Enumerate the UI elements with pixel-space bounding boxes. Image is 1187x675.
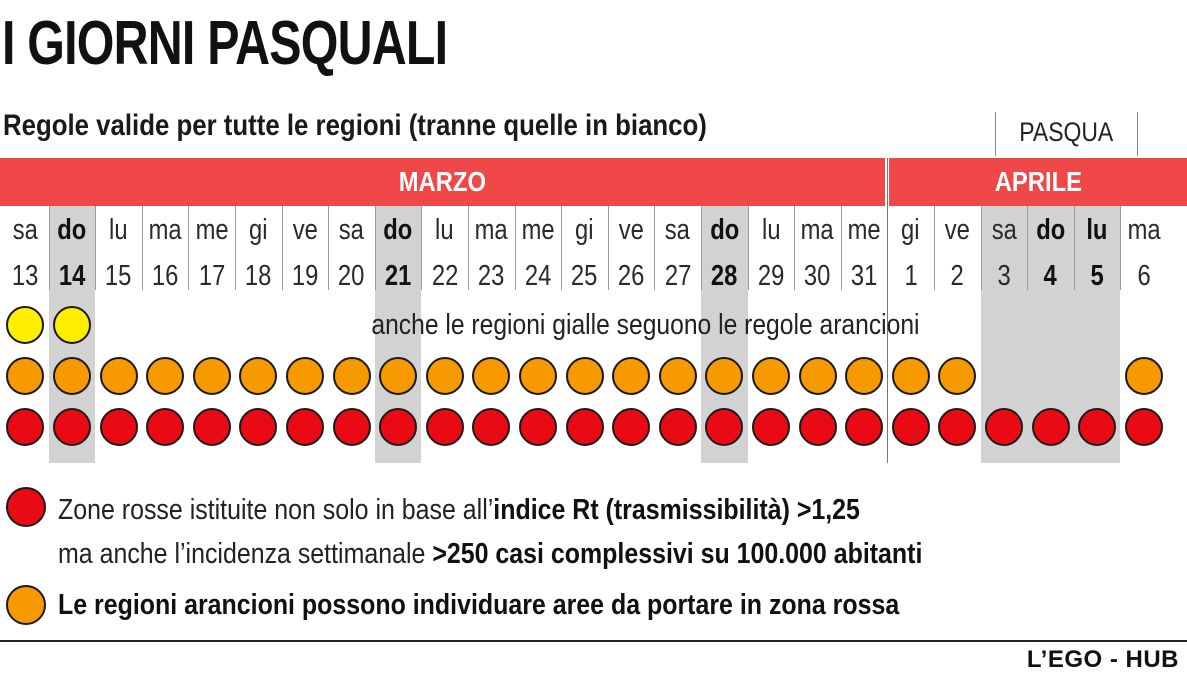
weekday-label — [887, 212, 934, 248]
orange-zone-dot — [1125, 357, 1163, 395]
day-number — [794, 258, 841, 294]
weekday-text: ve — [618, 214, 644, 246]
weekday-text: do — [709, 214, 739, 246]
day-number-text: 3 — [997, 260, 1011, 292]
day-number — [701, 258, 748, 294]
red-zone-dot — [53, 408, 91, 446]
red-zone-dot — [752, 408, 790, 446]
orange-zone-dot — [566, 357, 604, 395]
month-bar-marzo — [0, 158, 885, 206]
weekday-label — [1027, 212, 1074, 248]
red-zone-dot — [100, 408, 138, 446]
red-zone-dot — [333, 408, 371, 446]
yellow-regions-note — [300, 305, 990, 345]
orange-zone-dot — [6, 357, 44, 395]
red-zone-dot — [566, 408, 604, 446]
weekday-text: ve — [944, 214, 970, 246]
day-number — [608, 258, 655, 294]
weekday-text: lu — [435, 214, 454, 246]
weekday-text: sa — [12, 214, 38, 246]
weekday-text: gi — [901, 214, 920, 246]
red-zone-dot — [1078, 408, 1116, 446]
day-number-text: 22 — [431, 260, 458, 292]
weekday-text: ma — [1127, 214, 1161, 246]
weekday-label — [515, 212, 562, 248]
weekday-text: sa — [338, 214, 365, 246]
weekday-text: lu — [1086, 214, 1108, 246]
red-zone-dot — [379, 408, 417, 446]
weekday-text: ma — [148, 214, 182, 246]
day-number — [887, 258, 934, 294]
day-number-text: 26 — [617, 260, 645, 292]
day-number — [841, 258, 888, 294]
weekday-text: me — [847, 214, 881, 246]
red-zone-dot — [659, 408, 697, 446]
weekday-label — [1074, 212, 1121, 248]
weekday-label — [421, 212, 468, 248]
weekday-text: do — [383, 214, 413, 246]
day-number-text: 17 — [198, 260, 225, 292]
orange-zone-dot — [286, 357, 324, 395]
legend-red-line-2 — [58, 534, 922, 574]
day-number — [2, 258, 49, 294]
day-number-text: 30 — [804, 260, 831, 292]
day-number — [328, 258, 375, 294]
orange-zone-dot — [53, 357, 91, 395]
weekday-text: do — [1035, 214, 1066, 246]
weekday-label — [235, 212, 282, 248]
weekday-label — [794, 212, 841, 248]
day-number-text: 19 — [291, 260, 319, 292]
orange-zone-dot — [193, 357, 231, 395]
day-number — [748, 258, 795, 294]
day-number-text: 24 — [524, 260, 552, 292]
day-number — [561, 258, 608, 294]
orange-zone-dot — [799, 357, 837, 395]
day-number — [142, 258, 189, 294]
legend-orange-text: Le regioni arancioni possono individuare aree da portare in zona rossa — [58, 589, 900, 621]
weekday-text: ve — [292, 214, 318, 246]
legend-red-line-2-text: ma anche l’incidenza settimanale — [58, 538, 433, 570]
page-title: I GIORNI PASQUALI — [2, 9, 448, 78]
credit: L’EGO - HUB — [1026, 646, 1179, 673]
legend-red-line-1-bold: indice Rt (trasmissibilità) >1,25 — [493, 494, 860, 526]
weekday-label — [95, 212, 142, 248]
orange-zone-dot — [333, 357, 371, 395]
orange-zone-dot — [146, 357, 184, 395]
weekday-label — [468, 212, 515, 248]
red-zone-dot — [985, 408, 1023, 446]
red-zone-dot — [6, 408, 44, 446]
weekday-text: lu — [109, 214, 128, 246]
weekday-label — [282, 212, 329, 248]
day-number-text: 1 — [904, 260, 918, 292]
orange-zone-dot — [239, 357, 277, 395]
weekday-text: do — [57, 214, 87, 246]
weekday-text: lu — [761, 214, 781, 246]
weekday-text: sa — [665, 214, 691, 246]
day-number — [1120, 258, 1167, 294]
weekday-label — [375, 212, 422, 248]
day-number-text: 25 — [571, 260, 598, 292]
day-number-text: 15 — [105, 260, 132, 292]
yellow-zone-dot — [53, 306, 91, 344]
day-number-text: 27 — [664, 260, 691, 292]
orange-zone-dot — [426, 357, 464, 395]
month-label-aprile: APRILE — [994, 166, 1082, 197]
weekday-text: me — [195, 214, 229, 246]
weekday-text: ma — [800, 214, 834, 246]
orange-zone-dot — [892, 357, 930, 395]
day-number — [934, 258, 981, 294]
weekday-label — [188, 212, 235, 248]
day-number-text: 2 — [950, 260, 964, 292]
legend-red-line-1-text: Zone rosse istituite non solo in base all’ — [58, 494, 494, 526]
bottom-rule — [0, 640, 1187, 642]
legend-red-line-1 — [58, 490, 860, 530]
orange-zone-dot — [752, 357, 790, 395]
day-number — [515, 258, 562, 294]
subtitle: Regole valide per tutte le regioni (tranne quelle in bianco) — [3, 109, 707, 142]
weekday-label — [701, 212, 748, 248]
day-number — [235, 258, 282, 294]
day-number — [1027, 258, 1074, 294]
day-number-text: 29 — [757, 260, 785, 292]
weekday-label — [981, 212, 1028, 248]
day-number-text: 16 — [151, 260, 179, 292]
weekday-text: ma — [474, 214, 508, 246]
orange-zone-dot — [845, 357, 883, 395]
weekday-label — [2, 212, 49, 248]
day-number — [282, 258, 329, 294]
day-number-text: 28 — [711, 260, 738, 292]
legend-red-line-2-bold: >250 casi complessivi su 100.000 abitanti — [432, 538, 923, 570]
yellow-zone-dot — [6, 306, 44, 344]
day-number-text: 18 — [245, 260, 272, 292]
month-label-marzo: MARZO — [399, 166, 487, 197]
red-zone-dot — [799, 408, 837, 446]
day-number — [468, 258, 515, 294]
legend-orange-dot — [6, 585, 46, 625]
weekday-text: me — [521, 214, 555, 246]
orange-zone-dot — [938, 357, 976, 395]
weekday-label — [328, 212, 375, 248]
weekday-label — [608, 212, 655, 248]
weekday-label — [934, 212, 981, 248]
weekday-label — [49, 212, 96, 248]
day-number-text: 4 — [1043, 260, 1058, 292]
red-zone-dot — [193, 408, 231, 446]
day-number-text: 31 — [850, 260, 878, 292]
day-number — [1074, 258, 1121, 294]
weekday-text: gi — [249, 214, 268, 246]
weekday-label — [142, 212, 189, 248]
orange-zone-dot — [379, 357, 417, 395]
pasqua-label — [995, 112, 1138, 156]
legend-red-dot — [6, 487, 46, 527]
day-number-text: 14 — [58, 260, 86, 292]
day-number-text: 20 — [338, 260, 365, 292]
day-number — [188, 258, 235, 294]
red-zone-dot — [146, 408, 184, 446]
pasqua-label-text: PASQUA — [1019, 117, 1114, 147]
weekday-text: sa — [991, 214, 1017, 246]
day-number — [654, 258, 701, 294]
red-zone-dot — [892, 408, 930, 446]
red-zone-dot — [1032, 408, 1070, 446]
red-zone-dot — [845, 408, 883, 446]
weekday-label — [561, 212, 608, 248]
orange-zone-dot — [472, 357, 510, 395]
orange-zone-dot — [612, 357, 650, 395]
day-number-text: 6 — [1137, 260, 1151, 292]
day-number-text: 5 — [1090, 260, 1104, 292]
day-number-text: 23 — [478, 260, 505, 292]
red-zone-dot — [426, 408, 464, 446]
red-zone-dot — [938, 408, 976, 446]
orange-zone-dot — [100, 357, 138, 395]
weekday-label — [1120, 212, 1167, 248]
yellow-note-text: anche le regioni gialle seguono le regole arancioni — [370, 309, 920, 341]
weekday-text: gi — [575, 214, 594, 246]
weekday-label — [654, 212, 701, 248]
orange-zone-dot — [519, 357, 557, 395]
red-zone-dot — [286, 408, 324, 446]
weekday-label — [748, 212, 795, 248]
red-zone-dot — [612, 408, 650, 446]
red-zone-dot — [519, 408, 557, 446]
weekday-label — [841, 212, 888, 248]
day-number — [421, 258, 468, 294]
legend-orange-line — [58, 585, 899, 625]
day-number-text: 21 — [384, 260, 412, 292]
red-zone-dot — [472, 408, 510, 446]
red-zone-dot — [1125, 408, 1163, 446]
orange-zone-dot — [659, 357, 697, 395]
month-bar-aprile — [889, 158, 1187, 206]
day-number — [981, 258, 1028, 294]
day-number — [375, 258, 422, 294]
day-number — [49, 258, 96, 294]
day-number-text: 13 — [12, 260, 39, 292]
day-number — [95, 258, 142, 294]
red-zone-dot — [239, 408, 277, 446]
